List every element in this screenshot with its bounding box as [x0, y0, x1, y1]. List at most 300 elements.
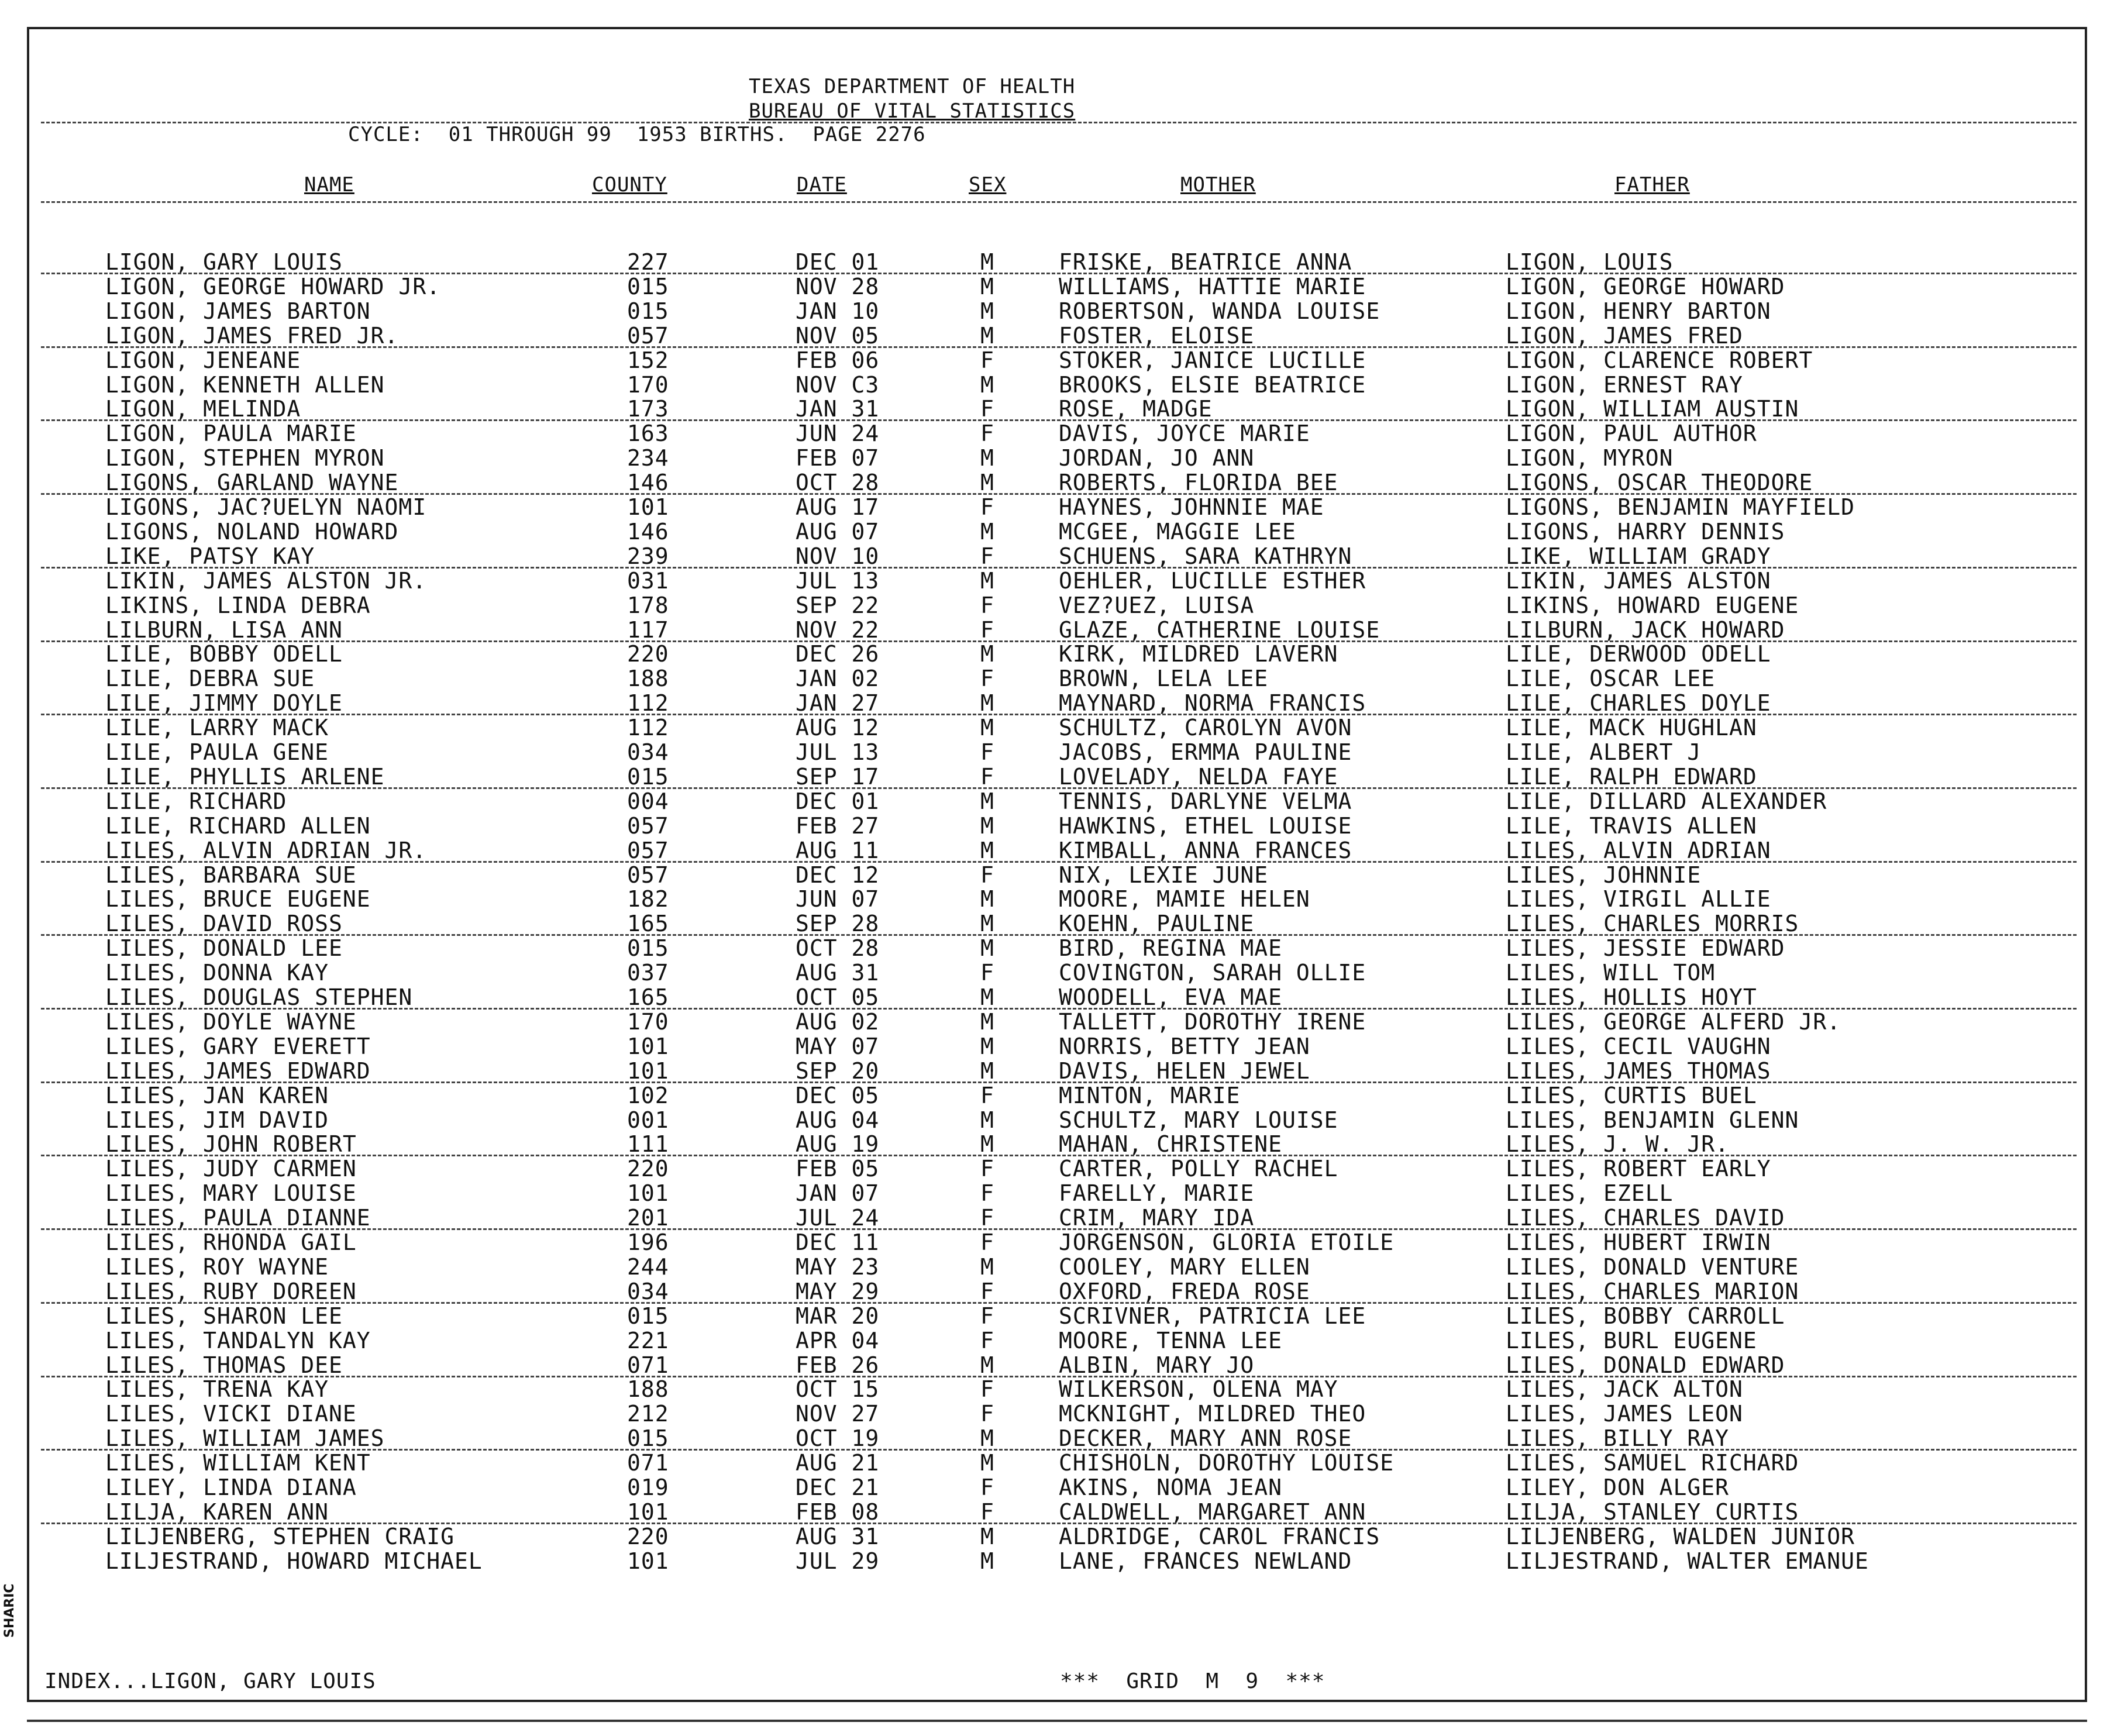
cell-father: LILES, JOHNNIE — [1506, 862, 1702, 888]
cell-date: JUL 13 — [796, 739, 880, 765]
column-header-mother: MOTHER — [1180, 173, 1256, 197]
cell-mother: ROBERTS, FLORIDA BEE — [1059, 470, 1338, 496]
row-group-rule — [41, 1155, 2077, 1156]
table-row — [0, 1450, 2114, 1475]
cell-father: LILES, BENJAMIN GLENN — [1506, 1107, 1799, 1133]
cell-mother: ROSE, MADGE — [1059, 396, 1213, 422]
cell-county: 220 — [627, 1523, 669, 1549]
cell-name: LILEY, LINDA DIANA — [105, 1475, 357, 1500]
row-group-rule — [41, 1228, 2077, 1230]
cell-sex: M — [980, 518, 994, 545]
table-row — [0, 911, 2114, 935]
cell-name: LIGON, JAMES FRED JR. — [105, 322, 399, 349]
cell-mother: FRISKE, BEATRICE ANNA — [1059, 249, 1352, 275]
cell-date: JUN 24 — [796, 421, 880, 447]
cell-date: DEC 12 — [796, 862, 880, 888]
cell-county: 227 — [627, 249, 669, 275]
footer-index: INDEX...LIGON, GARY LOUIS — [44, 1669, 376, 1693]
footer-grid: *** GRID M 9 *** — [1060, 1669, 1325, 1693]
cell-date: JAN 27 — [796, 690, 880, 717]
cell-father: LILES, BURL EUGENE — [1506, 1327, 1757, 1353]
cell-name: LIGONS, JAC?UELYN NAOMI — [105, 494, 427, 520]
cell-county: 019 — [627, 1475, 669, 1500]
cell-date: JUL 13 — [796, 567, 880, 594]
cell-sex: F — [980, 1376, 994, 1403]
cell-father: LILE, CHARLES DOYLE — [1506, 690, 1771, 717]
cell-name: LILES, DONNA KAY — [105, 960, 329, 986]
cell-name: LILE, LARRY MACK — [105, 715, 329, 741]
cell-sex: M — [980, 911, 994, 937]
table-row — [0, 862, 2114, 887]
table-row — [0, 764, 2114, 788]
cell-mother: SCRIVNER, PATRICIA LEE — [1059, 1303, 1366, 1329]
cell-name: LILES, ALVIN ADRIAN JR. — [105, 837, 427, 863]
cell-sex: M — [980, 1523, 994, 1549]
cell-date: JAN 10 — [796, 298, 880, 324]
cell-sex: F — [980, 543, 994, 569]
cell-sex: M — [980, 371, 994, 398]
cell-name: LIGONS, GARLAND WAYNE — [105, 470, 399, 496]
cell-father: LILES, SAMUEL RICHARD — [1506, 1450, 1799, 1476]
cell-date: OCT 15 — [796, 1376, 880, 1403]
cell-sex: M — [980, 788, 994, 814]
cell-mother: DAVIS, JOYCE MARIE — [1059, 421, 1310, 447]
cell-sex: M — [980, 1352, 994, 1378]
cell-name: LILES, VICKI DIANE — [105, 1401, 357, 1427]
cell-name: LILES, BRUCE EUGENE — [105, 886, 371, 912]
cell-name: LILES, SHARON LEE — [105, 1303, 343, 1329]
cell-date: SEP 22 — [796, 592, 880, 618]
table-row — [0, 1254, 2114, 1279]
cell-date: NOV 10 — [796, 543, 880, 569]
cell-father: LILEY, DON ALGER — [1506, 1475, 1730, 1500]
cell-father: LILES, DONALD VENTURE — [1506, 1253, 1799, 1280]
cell-sex: F — [980, 1499, 994, 1525]
cell-mother: OEHLER, LUCILLE ESTHER — [1059, 567, 1366, 594]
cell-date: JUL 24 — [796, 1205, 880, 1231]
cell-mother: JORDAN, JO ANN — [1059, 445, 1255, 471]
cell-father: LILE, RALPH EDWARD — [1506, 763, 1757, 790]
table-row — [0, 641, 2114, 666]
cell-county: 057 — [627, 862, 669, 888]
table-row — [0, 960, 2114, 984]
cell-name: LIKE, PATSY KAY — [105, 543, 315, 569]
row-group-rule — [41, 1376, 2077, 1377]
cell-mother: NIX, LEXIE JUNE — [1059, 862, 1269, 888]
cell-name: LILES, DOYLE WAYNE — [105, 1008, 357, 1035]
cell-county: 034 — [627, 1278, 669, 1304]
column-header-divider — [41, 201, 2077, 203]
cell-name: LILES, JAN KAREN — [105, 1082, 329, 1108]
cell-date: JAN 02 — [796, 666, 880, 692]
cell-mother: FOSTER, ELOISE — [1059, 322, 1255, 349]
cell-father: LIGONS, HARRY DENNIS — [1506, 518, 1785, 545]
cell-mother: MOORE, TENNA LEE — [1059, 1327, 1283, 1353]
cell-county: 057 — [627, 837, 669, 863]
cell-mother: KOEHN, PAULINE — [1059, 911, 1255, 937]
cell-father: LILES, EZELL — [1506, 1180, 1674, 1207]
cell-mother: SCHULTZ, MARY LOUISE — [1059, 1107, 1338, 1133]
cell-mother: LOVELADY, NELDA FAYE — [1059, 763, 1338, 790]
cell-father: LILES, DONALD EDWARD — [1506, 1352, 1785, 1378]
cell-county: 220 — [627, 641, 669, 667]
header-cycle: CYCLE: 01 THROUGH 99 1953 BIRTHS. PAGE 2276 — [348, 123, 926, 146]
cell-date: AUG 04 — [796, 1107, 880, 1133]
cell-date: SEP 20 — [796, 1058, 880, 1084]
cell-county: 152 — [627, 347, 669, 373]
cell-name: LILES, MARY LOUISE — [105, 1180, 357, 1207]
table-row — [0, 935, 2114, 960]
cell-mother: KIMBALL, ANNA FRANCES — [1059, 837, 1352, 863]
table-row — [0, 1229, 2114, 1254]
cell-mother: CRIM, MARY IDA — [1059, 1205, 1255, 1231]
cell-father: LIGON, PAUL AUTHOR — [1506, 421, 1757, 447]
cell-date: AUG 02 — [796, 1008, 880, 1035]
cell-county: 146 — [627, 518, 669, 545]
cell-mother: SCHUENS, SARA KATHRYN — [1059, 543, 1352, 569]
cell-county: 057 — [627, 322, 669, 349]
cell-father: LILJA, STANLEY CURTIS — [1506, 1499, 1799, 1525]
cell-mother: MOORE, MAMIE HELEN — [1059, 886, 1310, 912]
cell-mother: AKINS, NOMA JEAN — [1059, 1475, 1283, 1500]
table-row — [0, 1499, 2114, 1524]
cell-mother: COVINGTON, SARAH OLLIE — [1059, 960, 1366, 986]
cell-father: LILES, CHARLES MORRIS — [1506, 911, 1799, 937]
table-row — [0, 274, 2114, 298]
column-header-father: FATHER — [1614, 173, 1690, 197]
cell-father: LILES, BOBBY CARROLL — [1506, 1303, 1785, 1329]
cell-mother: ROBERTSON, WANDA LOUISE — [1059, 298, 1380, 324]
cell-county: 101 — [627, 1180, 669, 1207]
table-row — [0, 593, 2114, 617]
table-row — [0, 568, 2114, 593]
cell-sex: M — [980, 1548, 994, 1574]
table-row — [0, 666, 2114, 690]
cell-county: 178 — [627, 592, 669, 618]
cell-county: 201 — [627, 1205, 669, 1231]
header-divider — [41, 122, 2077, 123]
cell-name: LIGON, GARY LOUIS — [105, 249, 343, 275]
cell-county: 196 — [627, 1229, 669, 1255]
table-row — [0, 1524, 2114, 1548]
cell-name: LILES, TRENA KAY — [105, 1376, 329, 1403]
cell-county: 071 — [627, 1352, 669, 1378]
cell-county: 037 — [627, 960, 669, 986]
cell-date: AUG 07 — [796, 518, 880, 545]
cell-sex: M — [980, 249, 994, 275]
table-row — [0, 249, 2114, 274]
cell-name: LILES, JIM DAVID — [105, 1107, 329, 1133]
cell-sex: M — [980, 690, 994, 717]
cell-county: 163 — [627, 421, 669, 447]
cell-father: LILES, JAMES LEON — [1506, 1401, 1743, 1427]
table-row — [0, 1425, 2114, 1450]
cell-county: 101 — [627, 1033, 669, 1059]
cell-sex: M — [980, 1131, 994, 1158]
cell-date: FEB 05 — [796, 1156, 880, 1182]
cell-mother: ALDRIDGE, CAROL FRANCIS — [1059, 1523, 1380, 1549]
cell-county: 221 — [627, 1327, 669, 1353]
cell-name: LILES, BARBARA SUE — [105, 862, 357, 888]
cell-mother: BROWN, LELA LEE — [1059, 666, 1269, 692]
table-row — [0, 445, 2114, 470]
cell-mother: CALDWELL, MARGARET ANN — [1059, 1499, 1366, 1525]
cell-father: LIGON, JAMES FRED — [1506, 322, 1743, 349]
cell-sex: F — [980, 739, 994, 765]
cell-mother: ALBIN, MARY JO — [1059, 1352, 1255, 1378]
cell-father: LILES, CHARLES DAVID — [1506, 1205, 1785, 1231]
table-row — [0, 617, 2114, 642]
table-row — [0, 1009, 2114, 1034]
cell-sex: M — [980, 837, 994, 863]
cell-sex: M — [980, 1107, 994, 1133]
cell-father: LILE, TRAVIS ALLEN — [1506, 812, 1757, 839]
cell-mother: WILLIAMS, HATTIE MARIE — [1059, 273, 1366, 299]
cell-father: LILES, ALVIN ADRIAN — [1506, 837, 1771, 863]
cell-father: LIGON, WILLIAM AUSTIN — [1506, 396, 1799, 422]
cell-county: 015 — [627, 298, 669, 324]
cell-sex: F — [980, 1327, 994, 1353]
table-row — [0, 1328, 2114, 1352]
cell-sex: F — [980, 1229, 994, 1255]
cell-date: OCT 19 — [796, 1425, 880, 1452]
cell-father: LILE, DERWOOD ODELL — [1506, 641, 1771, 667]
cell-date: AUG 11 — [796, 837, 880, 863]
cell-name: LILES, DONALD LEE — [105, 935, 343, 962]
table-row — [0, 347, 2114, 372]
row-group-rule — [41, 861, 2077, 863]
cell-name: LILE, PHYLLIS ARLENE — [105, 763, 385, 790]
cell-name: LIGON, MELINDA — [105, 396, 301, 422]
column-header-date: DATE — [797, 173, 847, 197]
cell-father: LILES, ROBERT EARLY — [1506, 1156, 1771, 1182]
cell-county: 101 — [627, 1548, 669, 1574]
cell-sex: F — [980, 494, 994, 520]
cell-name: LIGON, PAULA MARIE — [105, 421, 357, 447]
cell-name: LILES, PAULA DIANNE — [105, 1205, 371, 1231]
bottom-rule — [27, 1720, 2087, 1722]
cell-father: LIGON, CLARENCE ROBERT — [1506, 347, 1813, 373]
cell-county: 117 — [627, 616, 669, 643]
table-row — [0, 1475, 2114, 1499]
cell-mother: VEZ?UEZ, LUISA — [1059, 592, 1255, 618]
cell-county: 165 — [627, 911, 669, 937]
cell-date: MAY 23 — [796, 1253, 880, 1280]
cell-name: LIKINS, LINDA DEBRA — [105, 592, 371, 618]
cell-county: 173 — [627, 396, 669, 422]
cell-date: AUG 17 — [796, 494, 880, 520]
cell-county: 101 — [627, 1499, 669, 1525]
table-row — [0, 1352, 2114, 1377]
side-label: SHARIC — [2, 1583, 17, 1638]
cell-sex: F — [980, 666, 994, 692]
cell-county: 031 — [627, 567, 669, 594]
cell-name: LILES, JOHN ROBERT — [105, 1131, 357, 1158]
cell-sex: F — [980, 1205, 994, 1231]
cell-county: 015 — [627, 763, 669, 790]
cell-father: LILES, JESSIE EDWARD — [1506, 935, 1785, 962]
cell-county: 239 — [627, 543, 669, 569]
cell-county: 015 — [627, 935, 669, 962]
cell-name: LILE, BOBBY ODELL — [105, 641, 343, 667]
cell-sex: F — [980, 763, 994, 790]
cell-mother: TALLETT, DOROTHY IRENE — [1059, 1008, 1366, 1035]
cell-name: LIGONS, NOLAND HOWARD — [105, 518, 399, 545]
cell-date: SEP 17 — [796, 763, 880, 790]
cell-county: 057 — [627, 812, 669, 839]
cell-father: LILE, DILLARD ALEXANDER — [1506, 788, 1827, 814]
table-row — [0, 372, 2114, 397]
cell-date: NOV 05 — [796, 322, 880, 349]
cell-county: 015 — [627, 273, 669, 299]
cell-name: LILE, DEBRA SUE — [105, 666, 315, 692]
cell-county: 102 — [627, 1082, 669, 1108]
cell-county: 188 — [627, 666, 669, 692]
cell-date: JAN 07 — [796, 1180, 880, 1207]
row-group-rule — [41, 640, 2077, 642]
cell-name: LILES, JUDY CARMEN — [105, 1156, 357, 1182]
cell-name: LILES, THOMAS DEE — [105, 1352, 343, 1378]
table-row — [0, 421, 2114, 445]
cell-father: LIGONS, BENJAMIN MAYFIELD — [1506, 494, 1855, 520]
cell-father: LILJENBERG, WALDEN JUNIOR — [1506, 1523, 1855, 1549]
cell-father: LILES, CHARLES MARION — [1506, 1278, 1799, 1304]
cell-date: FEB 07 — [796, 445, 880, 471]
table-row — [0, 838, 2114, 862]
cell-mother: FARELLY, MARIE — [1059, 1180, 1255, 1207]
row-group-rule — [41, 1008, 2077, 1010]
cell-father: LILE, OSCAR LEE — [1506, 666, 1716, 692]
cell-name: LIKIN, JAMES ALSTON JR. — [105, 567, 427, 594]
cell-father: LIGONS, OSCAR THEODORE — [1506, 470, 1813, 496]
cell-sex: F — [980, 1278, 994, 1304]
cell-mother: JACOBS, ERMMA PAULINE — [1059, 739, 1352, 765]
cell-date: SEP 28 — [796, 911, 880, 937]
cell-father: LIGON, HENRY BARTON — [1506, 298, 1771, 324]
row-group-rule — [41, 493, 2077, 495]
cell-father: LILES, VIRGIL ALLIE — [1506, 886, 1771, 912]
cell-mother: MAYNARD, NORMA FRANCIS — [1059, 690, 1366, 717]
cell-name: LILES, GARY EVERETT — [105, 1033, 371, 1059]
cell-county: 220 — [627, 1156, 669, 1182]
cell-sex: M — [980, 641, 994, 667]
table-row — [0, 543, 2114, 568]
cell-date: AUG 31 — [796, 960, 880, 986]
cell-sex: M — [980, 984, 994, 1010]
cell-father: LILE, MACK HUGHLAN — [1506, 715, 1757, 741]
cell-mother: CHISHOLN, DOROTHY LOUISE — [1059, 1450, 1395, 1476]
cell-mother: JORGENSON, GLORIA ETOILE — [1059, 1229, 1395, 1255]
table-row — [0, 690, 2114, 715]
cell-father: LILES, CURTIS BUEL — [1506, 1082, 1757, 1108]
cell-father: LILES, HUBERT IRWIN — [1506, 1229, 1771, 1255]
cell-sex: F — [980, 1475, 994, 1500]
cell-sex: F — [980, 616, 994, 643]
cell-name: LILE, JIMMY DOYLE — [105, 690, 343, 717]
cell-county: 165 — [627, 984, 669, 1010]
row-group-rule — [41, 1523, 2077, 1524]
cell-mother: NORRIS, BETTY JEAN — [1059, 1033, 1310, 1059]
cell-sex: M — [980, 1033, 994, 1059]
cell-mother: MINTON, MARIE — [1059, 1082, 1241, 1108]
cell-mother: COOLEY, MARY ELLEN — [1059, 1253, 1310, 1280]
cell-name: LILES, RUBY DOREEN — [105, 1278, 357, 1304]
cell-father: LIKE, WILLIAM GRADY — [1506, 543, 1771, 569]
cell-sex: F — [980, 347, 994, 373]
cell-mother: CARTER, POLLY RACHEL — [1059, 1156, 1338, 1182]
cell-mother: WOODELL, EVA MAE — [1059, 984, 1283, 1010]
cell-date: APR 04 — [796, 1327, 880, 1353]
cell-sex: M — [980, 812, 994, 839]
table-row — [0, 1156, 2114, 1180]
cell-name: LIGON, STEPHEN MYRON — [105, 445, 385, 471]
cell-name: LILJESTRAND, HOWARD MICHAEL — [105, 1548, 483, 1574]
cell-mother: STOKER, JANICE LUCILLE — [1059, 347, 1366, 373]
cell-name: LILE, RICHARD ALLEN — [105, 812, 371, 839]
cell-county: 071 — [627, 1450, 669, 1476]
cell-name: LILJA, KAREN ANN — [105, 1499, 329, 1525]
cell-name: LIGON, JENEANE — [105, 347, 301, 373]
cell-mother: MAHAN, CHRISTENE — [1059, 1131, 1283, 1158]
cell-date: MAY 29 — [796, 1278, 880, 1304]
row-group-rule — [41, 1302, 2077, 1304]
header-title-department: TEXAS DEPARTMENT OF HEALTH — [749, 75, 1076, 98]
cell-date: DEC 01 — [796, 249, 880, 275]
column-header-sex: SEX — [969, 173, 1007, 197]
cell-county: 111 — [627, 1131, 669, 1158]
row-group-rule — [41, 346, 2077, 348]
table-row — [0, 1107, 2114, 1132]
cell-sex: F — [980, 1303, 994, 1329]
cell-mother: GLAZE, CATHERINE LOUISE — [1059, 616, 1380, 643]
cell-sex: F — [980, 396, 994, 422]
cell-father: LIGON, ERNEST RAY — [1506, 371, 1743, 398]
cell-county: 146 — [627, 470, 669, 496]
cell-mother: MCGEE, MAGGIE LEE — [1059, 518, 1296, 545]
cell-mother: BROOKS, ELSIE BEATRICE — [1059, 371, 1366, 398]
cell-sex: M — [980, 470, 994, 496]
cell-sex: M — [980, 298, 994, 324]
cell-date: OCT 05 — [796, 984, 880, 1010]
table-row — [0, 1401, 2114, 1425]
cell-father: LIGON, MYRON — [1506, 445, 1674, 471]
cell-mother: OXFORD, FREDA ROSE — [1059, 1278, 1310, 1304]
cell-sex: M — [980, 1253, 994, 1280]
table-row — [0, 396, 2114, 421]
cell-date: JUL 29 — [796, 1548, 880, 1574]
cell-sex: F — [980, 421, 994, 447]
cell-name: LILBURN, LISA ANN — [105, 616, 343, 643]
table-row — [0, 739, 2114, 764]
cell-sex: M — [980, 886, 994, 912]
cell-mother: HAWKINS, ETHEL LOUISE — [1059, 812, 1352, 839]
cell-sex: F — [980, 862, 994, 888]
cell-date: MAR 20 — [796, 1303, 880, 1329]
cell-county: 101 — [627, 494, 669, 520]
row-group-rule — [41, 714, 2077, 715]
table-row — [0, 1279, 2114, 1303]
cell-date: NOV 27 — [796, 1401, 880, 1427]
cell-county: 112 — [627, 690, 669, 717]
cell-sex: F — [980, 1180, 994, 1207]
row-group-rule — [41, 1449, 2077, 1451]
cell-date: NOV C3 — [796, 371, 880, 398]
cell-mother: HAYNES, JOHNNIE MAE — [1059, 494, 1324, 520]
table-row — [0, 1034, 2114, 1058]
cell-name: LIGON, GEORGE HOWARD JR. — [105, 273, 441, 299]
cell-date: DEC 05 — [796, 1082, 880, 1108]
table-row — [0, 298, 2114, 323]
